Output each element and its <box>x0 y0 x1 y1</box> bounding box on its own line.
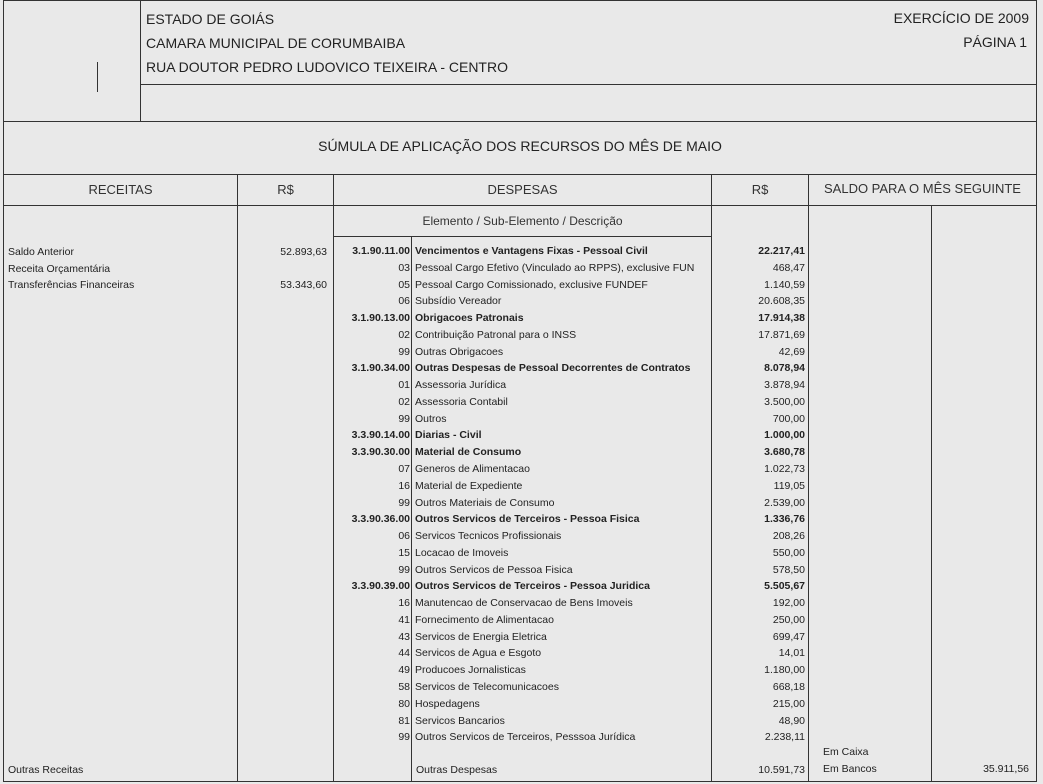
despesa-value: 14,01 <box>778 647 805 659</box>
despesa-description: Outros Servicos de Terceiros, Pesssoa Jurídica <box>415 731 636 743</box>
header-rule <box>140 84 1036 85</box>
despesa-value: 3.680,78 <box>764 446 805 458</box>
despesa-value: 468,47 <box>772 262 805 274</box>
despesa-description: Manutencao de Conservacao de Bens Imoveis <box>415 597 633 609</box>
despesa-description: Fornecimento de Alimentacao <box>415 614 554 626</box>
page-number: PÁGINA 1 <box>963 34 1027 50</box>
despesa-description: Diarias - Civil <box>415 429 482 441</box>
despesa-value: 1.022,73 <box>764 463 805 475</box>
despesa-value: 699,47 <box>772 631 805 643</box>
col-header-receitas: RECEITAS <box>88 182 153 197</box>
despesa-code: 3.1.90.34.00 <box>351 362 410 374</box>
despesa-code: 16 <box>398 597 410 609</box>
entity-address: RUA DOUTOR PEDRO LUDOVICO TEIXEIRA - CENTRO <box>146 59 508 75</box>
em-bancos-value: 35.911,56 <box>983 763 1029 775</box>
despesa-description: Hospedagens <box>415 698 480 710</box>
despesa-value: 2.539,00 <box>764 497 805 509</box>
despesa-value: 42,69 <box>778 346 805 358</box>
receita-value: 53.343,60 <box>280 279 327 291</box>
receita-label: Transferências Financeiras <box>8 279 135 291</box>
col-divider <box>237 175 238 781</box>
despesa-code: 3.3.90.36.00 <box>351 513 410 525</box>
logo-mark <box>97 62 98 92</box>
despesa-value: 3.500,00 <box>764 396 805 408</box>
despesa-description: Outros Servicos de Terceiros - Pessoa Juridica <box>415 580 650 592</box>
despesa-code: 3.3.90.14.00 <box>351 429 410 441</box>
despesa-code: 05 <box>398 279 410 291</box>
col-divider <box>411 236 412 781</box>
despesa-code: 06 <box>398 295 410 307</box>
despesa-description: Assessoria Jurídica <box>415 379 507 391</box>
col-header-saldo: SALDO PARA O MÊS SEGUINTE <box>824 181 1021 196</box>
despesa-description: Assessoria Contabil <box>415 396 508 408</box>
outras-despesas-label: Outras Despesas <box>416 764 498 776</box>
despesa-description: Outros Servicos de Pessoa Fisica <box>415 564 573 576</box>
state-name: ESTADO DE GOIÁS <box>146 11 275 27</box>
despesa-code: 99 <box>398 564 410 576</box>
despesa-value: 1.180,00 <box>764 664 805 676</box>
despesa-code: 99 <box>398 346 410 358</box>
despesa-value: 17.914,38 <box>758 312 805 324</box>
col-header-despesas: DESPESAS <box>487 182 558 197</box>
despesa-value: 48,90 <box>778 715 805 727</box>
receita-label: Receita Orçamentária <box>8 263 111 275</box>
despesa-description: Producoes Jornalisticas <box>415 664 526 676</box>
despesa-code: 44 <box>398 647 410 659</box>
despesa-description: Obrigacoes Patronais <box>415 312 524 324</box>
despesa-value: 192,00 <box>772 597 805 609</box>
despesa-value: 700,00 <box>772 413 805 425</box>
despesa-description: Pessoal Cargo Efetivo (Vinculado ao RPPS), exclusive FUN <box>415 262 695 274</box>
despesa-code: 43 <box>398 631 410 643</box>
despesa-description: Outras Despesas de Pessoal Decorrentes de Contratos <box>415 362 691 374</box>
receita-value: 52.893,63 <box>280 246 327 258</box>
despesa-description: Outras Obrigacoes <box>415 346 504 358</box>
despesa-value: 208,26 <box>772 530 805 542</box>
despesa-description: Outros Servicos de Terceiros - Pessoa Fisica <box>415 513 640 525</box>
despesa-value: 20.608,35 <box>758 295 805 307</box>
despesa-value: 668,18 <box>772 681 805 693</box>
despesa-description: Locacao de Imoveis <box>415 547 509 559</box>
outras-receitas-label: Outras Receitas <box>8 764 84 776</box>
entity-name: CAMARA MUNICIPAL DE CORUMBAIBA <box>146 35 406 51</box>
em-caixa-label: Em Caixa <box>823 746 869 758</box>
despesa-description: Subsídio Vereador <box>415 295 502 307</box>
despesa-code: 99 <box>398 413 410 425</box>
despesa-value: 1.000,00 <box>764 429 805 441</box>
despesa-code: 3.3.90.39.00 <box>351 580 410 592</box>
despesa-code: 01 <box>398 379 410 391</box>
despesa-description: Material de Consumo <box>415 446 522 458</box>
despesa-value: 578,50 <box>772 564 805 576</box>
sub-header: Elemento / Sub-Elemento / Descrição <box>422 214 623 228</box>
despesa-value: 550,00 <box>772 547 805 559</box>
sub-header-rule <box>333 236 711 237</box>
despesa-value: 250,00 <box>772 614 805 626</box>
despesa-description: Outros Materiais de Consumo <box>415 497 555 509</box>
despesa-code: 99 <box>398 731 410 743</box>
despesa-description: Servicos de Telecomunicacoes <box>415 681 559 693</box>
despesa-description: Servicos de Agua e Esgoto <box>415 647 542 659</box>
col-header-despesas-rs: R$ <box>751 182 769 197</box>
despesa-value: 22.217,41 <box>758 245 805 257</box>
despesa-code: 16 <box>398 480 410 492</box>
col-divider <box>931 205 932 781</box>
col-divider <box>711 175 712 781</box>
despesa-code: 41 <box>398 614 410 626</box>
despesa-value: 119,05 <box>773 480 805 492</box>
em-bancos-label: Em Bancos <box>823 763 877 775</box>
despesa-description: Outros <box>415 413 447 425</box>
despesa-code: 80 <box>398 698 410 710</box>
document-title: SÚMULA DE APLICAÇÃO DOS RECURSOS DO MÊS DE MAIO <box>318 138 722 154</box>
despesa-description: Vencimentos e Vantagens Fixas - Pessoal Civil <box>415 245 648 257</box>
despesa-code: 3.1.90.13.00 <box>351 312 410 324</box>
despesa-description: Servicos Tecnicos Profissionais <box>415 530 562 542</box>
despesa-value: 3.878,94 <box>764 379 805 391</box>
outras-despesas-value: 10.591,73 <box>758 764 805 776</box>
despesa-code: 02 <box>398 396 410 408</box>
col-divider <box>333 175 334 781</box>
table-header-rule <box>4 205 1036 206</box>
despesa-value: 5.505,67 <box>764 580 805 592</box>
exercise-year: EXERCÍCIO DE 2009 <box>893 10 1029 26</box>
despesa-value: 215,00 <box>772 698 805 710</box>
despesa-description: Servicos de Energia Eletrica <box>415 631 547 643</box>
despesa-value: 8.078,94 <box>764 362 805 374</box>
despesa-description: Pessoal Cargo Comissionado, exclusive FUNDEF <box>415 279 648 291</box>
header-divider <box>140 0 141 121</box>
col-header-receitas-rs: R$ <box>277 182 294 197</box>
despesa-value: 1.140,59 <box>764 279 805 291</box>
despesa-code: 06 <box>398 530 410 542</box>
despesa-code: 02 <box>398 329 410 341</box>
despesa-value: 1.336,76 <box>764 513 805 525</box>
despesa-code: 99 <box>398 497 410 509</box>
despesa-value: 17.871,69 <box>758 329 805 341</box>
despesa-description: Generos de Alimentacao <box>415 463 530 475</box>
despesa-description: Contribuição Patronal para o INSS <box>415 329 577 341</box>
despesa-code: 3.1.90.11.00 <box>352 245 410 257</box>
despesa-value: 2.238,11 <box>764 731 805 743</box>
despesa-code: 58 <box>398 681 410 693</box>
despesa-code: 81 <box>398 715 410 727</box>
receita-label: Saldo Anterior <box>8 246 74 258</box>
despesa-code: 3.3.90.30.00 <box>351 446 410 458</box>
despesa-code: 07 <box>398 463 410 475</box>
despesa-description: Material de Expediente <box>415 480 523 492</box>
despesa-description: Servicos Bancarios <box>415 715 505 727</box>
despesa-code: 03 <box>398 262 410 274</box>
col-divider <box>808 175 809 781</box>
despesa-code: 15 <box>398 547 410 559</box>
despesa-code: 49 <box>398 664 410 676</box>
